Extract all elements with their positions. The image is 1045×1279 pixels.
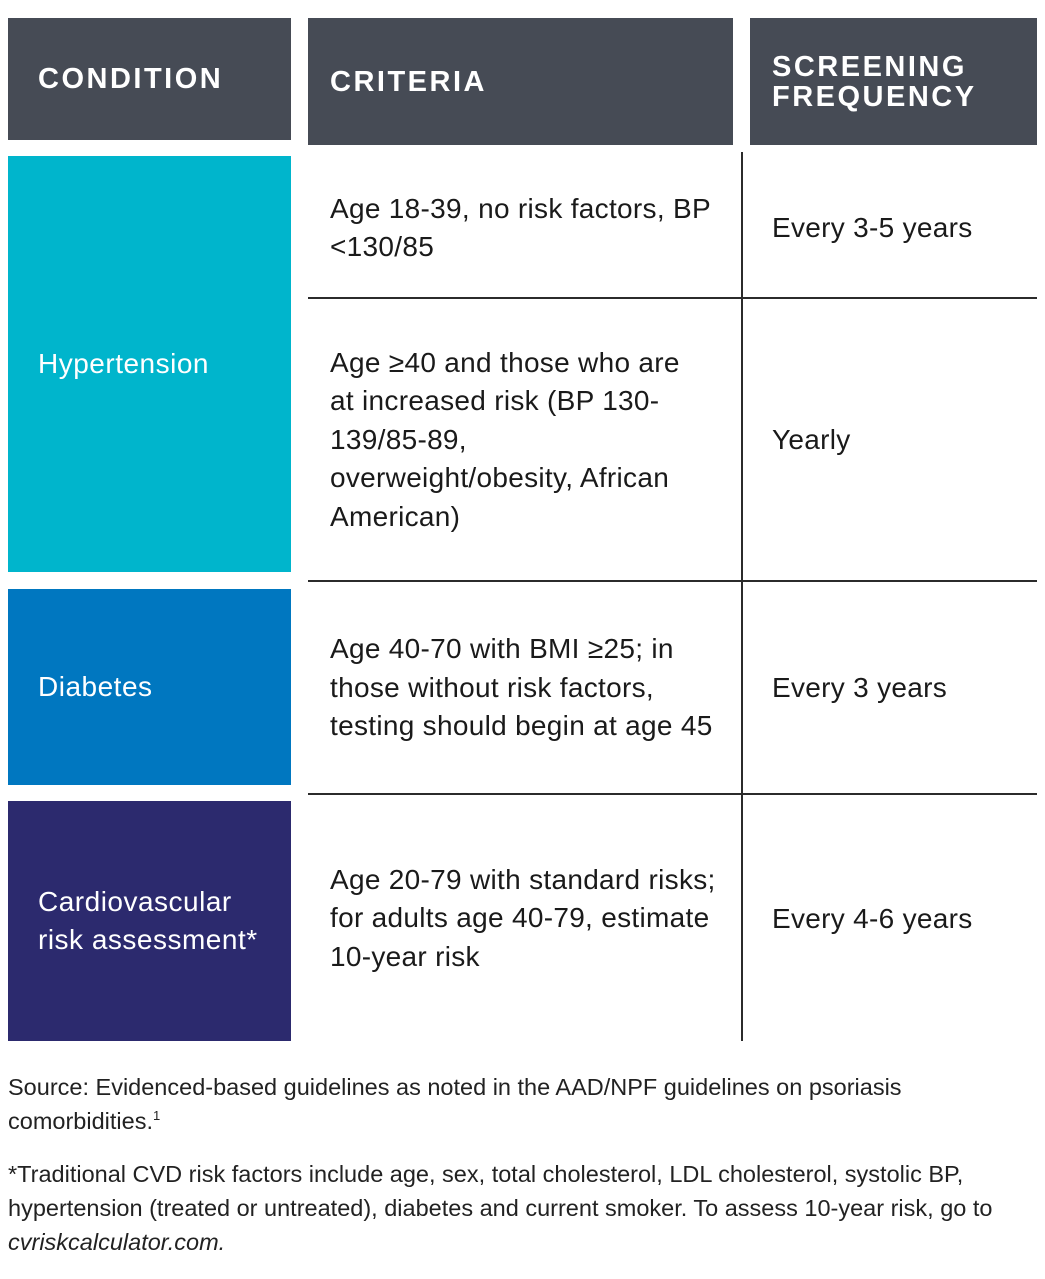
calculator-link[interactable]: cvriskcalculator.com. — [8, 1229, 226, 1255]
criteria-text: Age 40-70 with BMI ≥25; in those without risk factors, testing should begin at age 45 — [330, 633, 713, 742]
frequency-text: Every 4-6 years — [772, 902, 973, 934]
header-condition — [8, 18, 291, 140]
criteria-text: Age ≥40 and those who are at increased risk (BP 130-139/85-89, overweight/obesity, African American) — [330, 346, 680, 532]
frequency-text: Yearly — [772, 424, 851, 455]
condition-label: Hypertension — [38, 348, 209, 379]
frequency-cell — [772, 158, 1042, 298]
criteria-cell — [330, 158, 730, 298]
criteria-cell — [330, 582, 720, 794]
row-divider — [308, 297, 1037, 299]
header-frequency — [750, 18, 1037, 145]
row-divider — [308, 580, 1037, 582]
header-criteria — [308, 18, 733, 145]
header-criteria-label: CRITERIA — [330, 65, 487, 98]
frequency-text: Every 3 years — [772, 672, 948, 703]
source-reference: 1 — [152, 1108, 161, 1124]
header-condition-label: CONDITION — [38, 63, 224, 95]
condition-label: Cardiovascular risk assessment* — [38, 886, 258, 955]
source-text: Source: Evidenced-based guidelines as noted in the AAD/NPF guidelines on psoriasis comorbidities. — [8, 1074, 902, 1134]
row-divider — [308, 793, 1037, 795]
criteria-text: Age 18-39, no risk factors, BP <130/85 — [330, 192, 711, 262]
header-frequency-label-line2: FREQUENCY — [772, 80, 977, 113]
condition-cell-diabetes — [8, 589, 291, 785]
criteria-cell — [330, 300, 710, 580]
frequency-cell — [772, 582, 1042, 794]
source-note — [8, 1070, 1038, 1138]
criteria-cell — [330, 796, 725, 1041]
condition-cell-cardiovascular — [8, 801, 291, 1041]
criteria-text: Age 20-79 with standard risks; for adults age 40-79, estimate 10-year risk — [330, 863, 716, 972]
condition-label: Diabetes — [38, 671, 153, 702]
condition-cell-hypertension — [8, 156, 291, 572]
frequency-text: Every 3-5 years — [772, 212, 973, 243]
frequency-cell — [772, 300, 1042, 580]
footnote-text: *Traditional CVD risk factors include age, sex, total cholesterol, LDL cholesterol, systolic BP, hypertension (treated or untreated), diabetes and current smoker. To assess 10-year risk, go to — [8, 1161, 993, 1221]
column-divider — [741, 152, 743, 1041]
header-frequency-label-line1: SCREENING — [772, 50, 967, 83]
footnote — [8, 1157, 1038, 1259]
frequency-cell — [772, 796, 1042, 1041]
